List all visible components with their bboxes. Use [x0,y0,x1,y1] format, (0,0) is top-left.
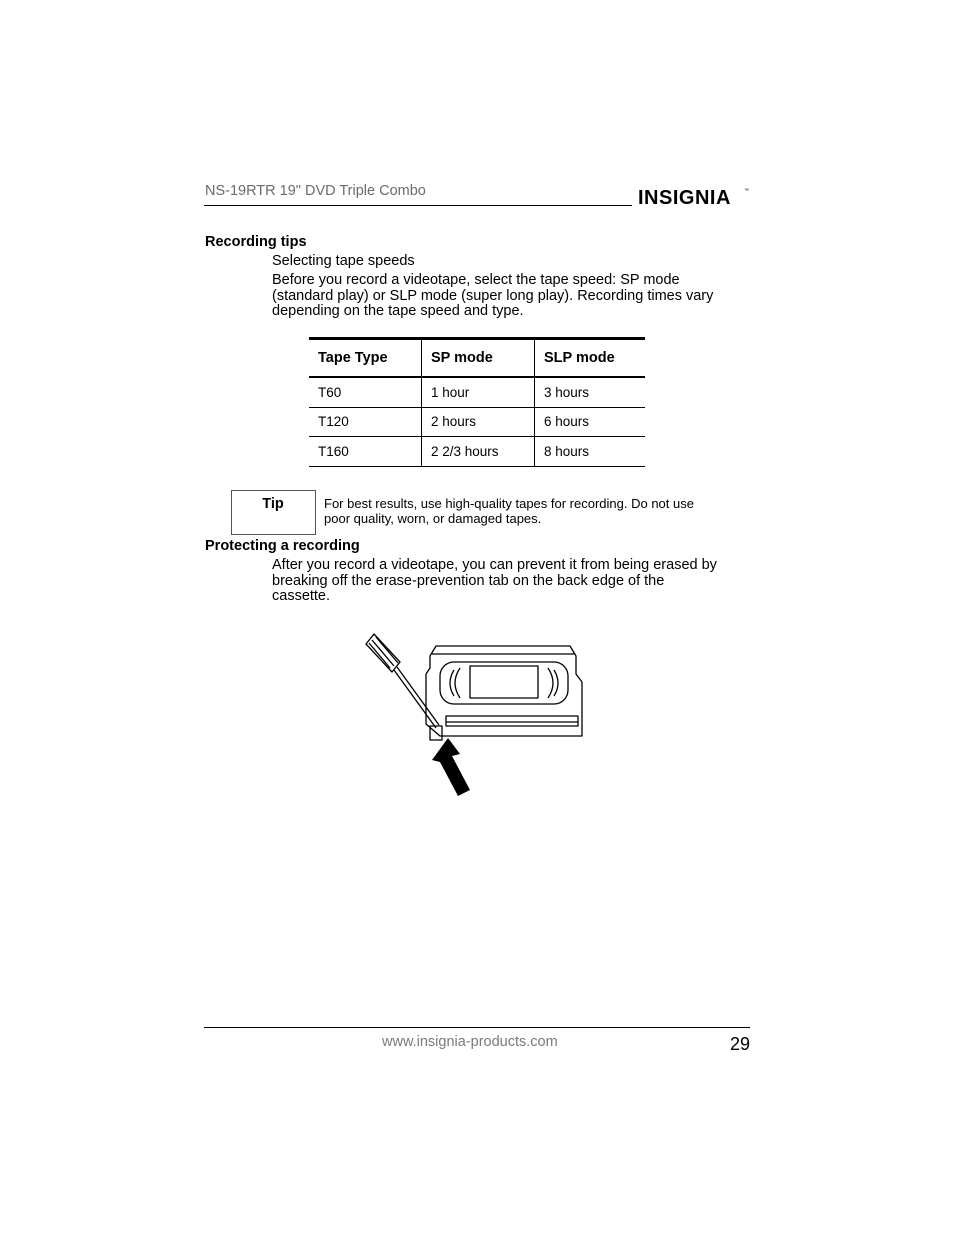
protecting-paragraph [272,558,717,605]
page-number: 29 [729,1034,750,1054]
page-header-title: NS-19RTR 19" DVD Triple Combo [205,183,426,199]
paragraph-line: breaking off the erase-prevention tab on the back edge of the [272,572,665,589]
paragraph-line: depending on the tape speed and type. [272,303,524,319]
footer-url: www.insignia-products.com [382,1034,558,1050]
svg-text:INSIGNIA: INSIGNIA [638,187,731,209]
column-header-sp-mode: SP mode [422,339,535,378]
table-cell: 3 hours [535,377,646,407]
table-cell: 2 2/3 hours [422,437,535,467]
table-cell: 2 hours [422,407,535,437]
table-cell: 6 hours [535,407,646,437]
arrow-icon [432,738,470,796]
table-cell: T60 [309,377,422,407]
cassette-tab-illustration [360,628,590,800]
paragraph-line: cassette. [272,588,331,604]
table-row [309,377,645,407]
subheading-selecting-tape-speeds: Selecting tape speeds [272,253,415,269]
header-divider [204,205,632,206]
table-row [309,437,645,467]
table-cell: 1 hour [422,377,535,407]
tip-line: poor quality, worn, or damaged tapes. [324,511,542,526]
table-header-row [309,339,645,378]
column-header-slp-mode: SLP mode [535,339,646,378]
paragraph-line: Before you record a videotape, select the tape speed: SP mode [272,272,680,288]
paragraph-line: After you record a videotape, you can prevent it from being erased by [272,557,717,573]
recording-tips-paragraph [272,273,713,320]
paragraph-line: (standard play) or SLP mode (super long play). Recording times vary [272,287,714,304]
footer-divider [204,1027,750,1028]
tip-text [324,496,744,526]
table-cell: T160 [309,437,422,467]
tip-line: For best results, use high-quality tapes for recording. Do not use [324,496,694,511]
tape-speed-table [309,337,645,467]
svg-text:™: ™ [744,188,749,194]
insignia-logo [638,182,750,212]
section-heading-recording-tips: Recording tips [205,234,307,250]
column-header-tape-type: Tape Type [309,339,422,378]
table-row [309,407,645,437]
table-cell: 8 hours [535,437,646,467]
tip-label: Tip [262,496,284,512]
section-heading-protecting-a-recording: Protecting a recording [205,538,360,554]
table-cell: T120 [309,407,422,437]
